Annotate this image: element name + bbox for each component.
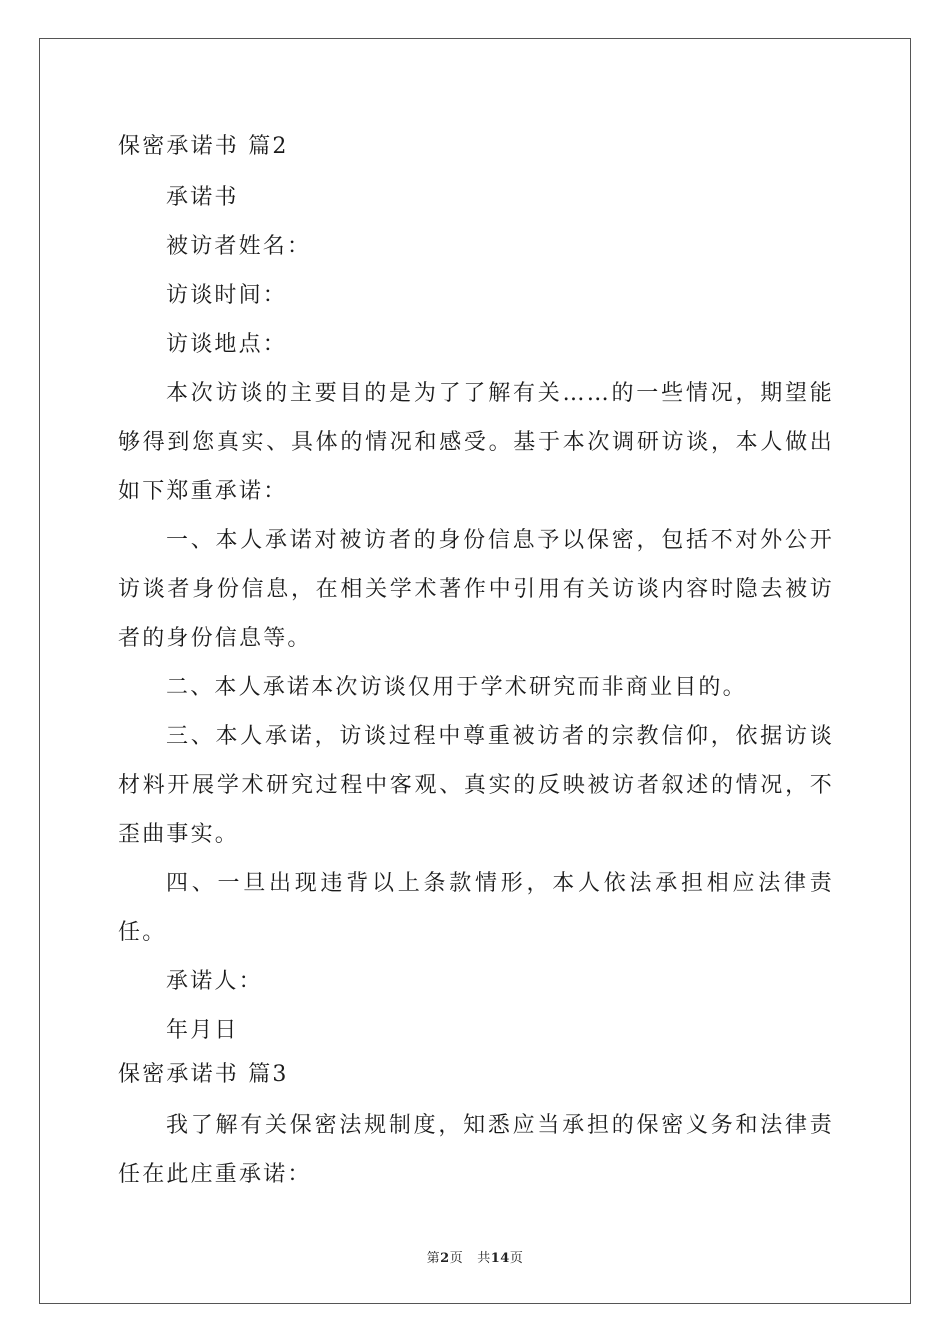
footer-page-current: 2 <box>440 1251 450 1266</box>
commitment-item-4: 四、一旦出现违背以上条款情形，本人依法承担相应法律责任。 <box>118 871 834 945</box>
commitment-item-2: 二、本人承诺本次访谈仅用于学术研究而非商业目的。 <box>166 675 747 700</box>
footer-page-prefix: 第 <box>426 1251 441 1266</box>
document-body <box>118 127 834 1199</box>
section-heading-2: 保密承诺书 篇2 <box>118 134 289 159</box>
section-3-paragraph: 我了解有关保密法规制度，知悉应当承担的保密义务和法律责任在此庄重承诺： <box>118 1113 834 1187</box>
signer-label: 承诺人： <box>166 969 263 994</box>
field-interview-place: 访谈地点： <box>166 332 288 357</box>
footer-total-unit: 页 <box>509 1251 524 1266</box>
commitment-item-3: 三、本人承诺，访谈过程中尊重被访者的宗教信仰，依据访谈材料开展学术研究过程中客观、真实的反映被访者叙述的情况，不歪曲事实。 <box>118 724 834 847</box>
document-title: 承诺书 <box>166 185 239 210</box>
footer-page-unit: 页 <box>449 1251 464 1266</box>
page-footer <box>0 1247 950 1266</box>
date-label: 年月日 <box>166 1018 239 1043</box>
section-heading-3: 保密承诺书 篇3 <box>118 1062 289 1087</box>
field-interviewee-name: 被访者姓名： <box>166 234 312 259</box>
commitment-item-1: 一、本人承诺对被访者的身份信息予以保密，包括不对外公开访谈者身份信息，在相关学术著作中引用有关访谈内容时隐去被访者的身份信息等。 <box>118 528 834 651</box>
field-interview-time: 访谈时间： <box>166 283 288 308</box>
intro-paragraph: 本次访谈的主要目的是为了了解有关……的一些情况，期望能够得到您真实、具体的情况和感受。基于本次调研访谈，本人做出如下郑重承诺： <box>118 381 834 504</box>
footer-page-total: 14 <box>490 1251 510 1266</box>
footer-total-prefix: 共 <box>477 1251 491 1266</box>
